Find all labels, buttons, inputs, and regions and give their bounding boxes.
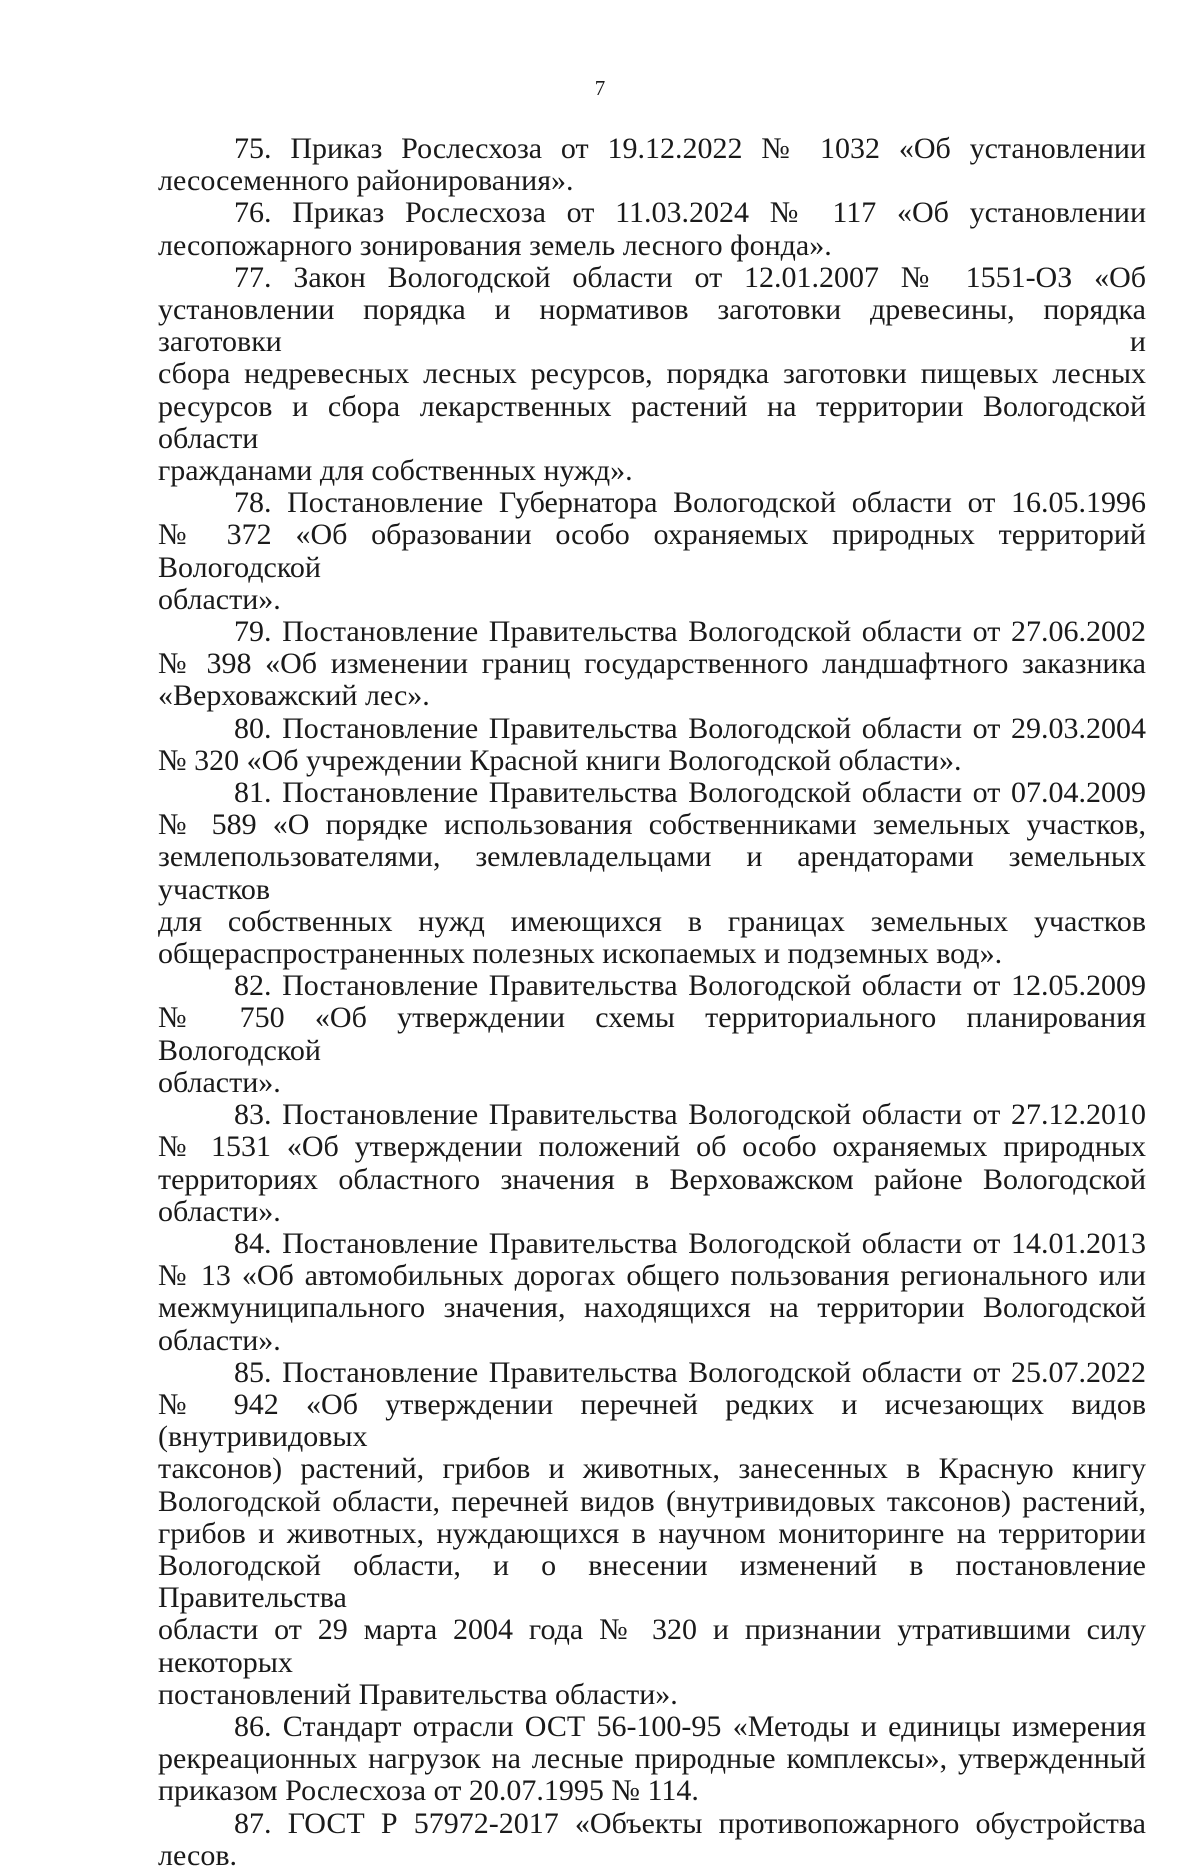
list-item-first-line: 79. Постановление Правительства Вологодской области от 27.06.2002 — [234, 615, 1146, 649]
list-item — [158, 262, 1146, 487]
list-item — [158, 1228, 1146, 1357]
list-item-line: области». — [158, 1323, 281, 1357]
list-item-line: Вологодской области, и о внесении изменений в постановление Правительства — [158, 1548, 1146, 1615]
list-item-first-line: 77. Закон Вологодской области от 12.01.2007 № 1551-ОЗ «Об — [234, 260, 1146, 294]
list-item-first-line: 75. Приказ Рослесхоза от 19.12.2022 № 1032 «Об установлении — [234, 132, 1146, 165]
list-item-line: № 1531 «Об утверждении положений об особо охраняемых природных — [158, 1130, 1146, 1164]
list-item-first-line: 83. Постановление Правительства Вологодской области от 27.12.2010 — [234, 1098, 1146, 1132]
list-item-line: межмуниципального значения, находящихся на территории Вологодской — [158, 1291, 1146, 1325]
list-item-line: землепользователями, землевладельцами и арендаторами земельных участков — [158, 840, 1146, 906]
list-item-first-line: 85. Постановление Правительства Вологодской области от 25.07.2022 — [234, 1355, 1146, 1389]
page-number: 7 — [594, 76, 606, 100]
list-item-line: Вологодской области, перечней видов (внутривидовых таксонов) растений, — [158, 1484, 1146, 1518]
list-item — [158, 1357, 1146, 1711]
list-item-line: общераспространенных полезных ископаемых и подземных вод». — [158, 937, 1003, 971]
list-item-line: рекреационных нагрузок на лесные природные комплексы», утвержденный — [158, 1742, 1146, 1776]
list-item-line: таксонов) растений, грибов и животных, занесенных в Красную книгу — [158, 1452, 1146, 1486]
list-item-first-line: 81. Постановление Правительства Вологодской области от 07.04.2009 — [234, 776, 1146, 810]
list-item-line: области от 29 марта 2004 года № 320 и признании утратившими силу некоторых — [158, 1613, 1146, 1679]
list-item-first-line: 76. Приказ Рослесхоза от 11.03.2024 № 117 «Об установлении — [234, 196, 1146, 230]
list-item-line: № 320 «Об учреждении Красной книги Вологодской области». — [158, 743, 962, 777]
list-item-first-line: 84. Постановление Правительства Вологодской области от 14.01.2013 — [234, 1226, 1146, 1260]
list-item-first-line: 80. Постановление Правительства Вологодской области от 29.03.2004 — [234, 711, 1146, 745]
list-item — [158, 197, 1146, 261]
list-item-line: № 589 «О порядке использования собственниками земельных участков, — [158, 808, 1146, 842]
list-item-first-line: 86. Стандарт отрасли ОСТ 56-100-95 «Методы и единицы измерения — [234, 1709, 1146, 1743]
list-item-line: лесосеменного районирования». — [158, 164, 574, 198]
list-item-line: № 13 «Об автомобильных дорогах общего пользования регионального или — [158, 1259, 1146, 1293]
list-item-line: № 750 «Об утверждении схемы территориального планирования Вологодской — [158, 1001, 1146, 1067]
list-item — [158, 777, 1146, 970]
list-item-line: грибов и животных, нуждающихся в научном мониторинге на территории — [158, 1516, 1146, 1550]
list-item — [158, 616, 1146, 713]
list-item-first-line: 87. ГОСТ Р 57972-2017 «Объекты противопожарного обустройства лесов. — [158, 1806, 1146, 1872]
list-item-line: № 372 «Об образовании особо охраняемых природных территорий Вологодской — [158, 518, 1146, 584]
list-item-line: области». — [158, 1065, 281, 1099]
list-item — [158, 970, 1146, 1099]
list-item — [158, 1711, 1146, 1808]
list-item — [158, 1808, 1146, 1872]
list-item-line: сбора недревесных лесных ресурсов, порядка заготовки пищевых лесных — [158, 357, 1146, 391]
list-item — [158, 713, 1146, 777]
list-item-line: установлении порядка и нормативов заготовки древесины, порядка заготовки и — [158, 293, 1146, 359]
list-item-line: ресурсов и сбора лекарственных растений на территории Вологодской области — [158, 389, 1146, 455]
list-item — [158, 133, 1146, 197]
list-item — [158, 487, 1146, 616]
list-item-line: № 942 «Об утверждении перечней редких и исчезающих видов (внутривидовых — [158, 1387, 1146, 1454]
list-item-line: № 398 «Об изменении границ государственного ландшафтного заказника — [158, 647, 1146, 681]
list-item-line: области». — [158, 1194, 281, 1228]
list-item-line: территориях областного значения в Верховажском районе Вологодской — [158, 1162, 1146, 1196]
list-item-line: приказом Рослесхоза от 20.07.1995 № 114. — [158, 1774, 699, 1808]
list-item-line: «Верховажский лес». — [158, 679, 430, 713]
list-item — [158, 1099, 1146, 1228]
list-item-first-line: 78. Постановление Губернатора Вологодской области от 16.05.1996 — [234, 486, 1146, 520]
list-item-line: лесопожарного зонирования земель лесного фонда». — [158, 228, 832, 262]
list-item-line: гражданами для собственных нужд». — [158, 454, 633, 488]
list-item-first-line: 82. Постановление Правительства Вологодской области от 12.05.2009 — [234, 969, 1146, 1003]
list-item-line: для собственных нужд имеющихся в границах земельных участков — [158, 904, 1146, 938]
list-item-line: области». — [158, 582, 281, 616]
document-body — [158, 133, 1146, 1872]
list-item-line: постановлений Правительства области». — [158, 1677, 678, 1711]
